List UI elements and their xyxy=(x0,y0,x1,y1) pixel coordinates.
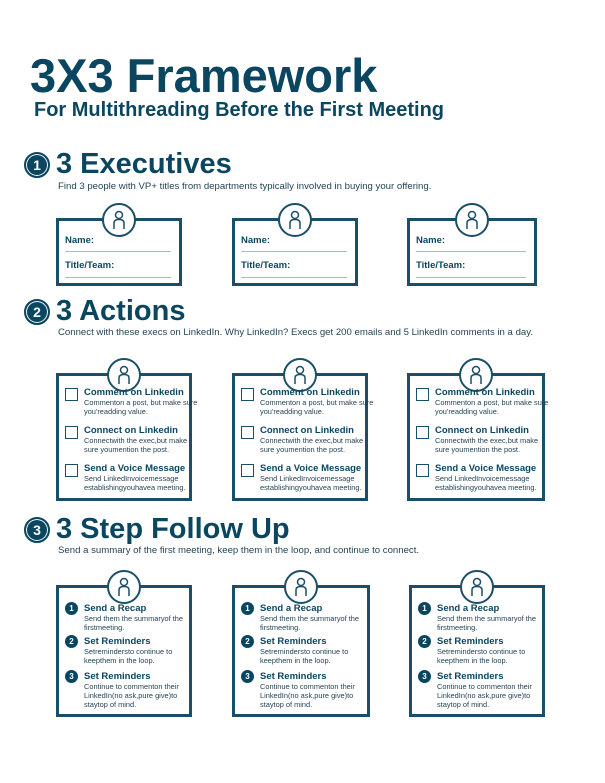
section-title: 3 Executives xyxy=(56,148,232,180)
title-team-label: Title/Team: xyxy=(65,260,115,271)
step-number-badge: 3 xyxy=(241,670,254,683)
step-number-badge: 3 xyxy=(65,670,78,683)
action-description: Send LinkedInvoicemessage establishingyouhavea meeting. xyxy=(435,474,537,492)
actions-card xyxy=(56,373,198,501)
title-team-label: Title/Team: xyxy=(241,260,291,271)
step-item xyxy=(241,670,363,709)
step-item xyxy=(65,670,185,709)
name-label: Name: xyxy=(416,235,446,246)
action-item xyxy=(416,463,538,497)
action-title: Send a Voice Message xyxy=(260,463,362,474)
step-description: Send them the summaryof the firstmeeting. xyxy=(437,614,537,632)
action-item xyxy=(241,463,361,497)
step-item xyxy=(418,602,538,636)
follow-up-card xyxy=(232,585,370,717)
action-checkbox[interactable] xyxy=(416,388,429,401)
step-number-badge: 1 xyxy=(418,602,431,615)
section-title: 3 Step Follow Up xyxy=(56,513,290,545)
action-item xyxy=(65,387,198,421)
action-description: Connectwith the exec,but make sure youmention the post. xyxy=(84,436,188,454)
section-title: 3 Actions xyxy=(56,295,186,327)
action-item xyxy=(416,425,538,459)
section-follow-up-header xyxy=(24,515,290,544)
action-description: Send LinkedInvoicemessage establishingyouhavea meeting. xyxy=(260,474,362,492)
step-description: Send them the summaryof the firstmeeting. xyxy=(84,614,184,632)
action-title: Comment on Linkedin xyxy=(435,387,535,398)
action-checkbox[interactable] xyxy=(241,426,254,439)
step-number-badge: 3 xyxy=(418,670,431,683)
person-icon xyxy=(278,203,312,237)
title-team-label: Title/Team: xyxy=(416,260,466,271)
section-description: Send a summary of the first meeting, keep them in the loop, and continue to connect. xyxy=(58,545,420,556)
action-title: Comment on Linkedin xyxy=(84,387,184,398)
action-item xyxy=(65,463,185,497)
person-icon xyxy=(455,203,489,237)
title-team-line[interactable] xyxy=(65,277,171,278)
name-label: Name: xyxy=(241,235,271,246)
action-title: Connect on Linkedin xyxy=(84,425,178,436)
action-checkbox[interactable] xyxy=(241,388,254,401)
person-icon xyxy=(284,570,318,604)
action-title: Send a Voice Message xyxy=(84,463,186,474)
actions-card xyxy=(407,373,549,501)
step-item xyxy=(65,635,185,669)
step-title: Send a Recap xyxy=(260,603,323,614)
executive-card xyxy=(407,218,537,286)
title-team-line[interactable] xyxy=(241,277,347,278)
section-description: Connect with these execs on LinkedIn. Why LinkedIn? Execs get 200 emails and 5 LinkedIn comments in a day. xyxy=(58,327,533,338)
name-label: Name: xyxy=(65,235,95,246)
name-line[interactable] xyxy=(416,251,526,252)
page-subtitle: For Multithreading Before the First Meeting xyxy=(34,99,445,121)
step-description: Continue to commenton their LinkedIn(no ask,pure give)to staytop of mind. xyxy=(260,682,355,709)
step-title: Set Reminders xyxy=(84,636,151,647)
step-description: Setremindersto continue to keepthem in the loop. xyxy=(437,647,526,665)
actions-card xyxy=(232,373,374,501)
action-item xyxy=(65,425,188,459)
step-description: Continue to commenton their LinkedIn(no ask,pure give)to staytop of mind. xyxy=(437,682,532,709)
action-checkbox[interactable] xyxy=(65,388,78,401)
step-item xyxy=(65,602,185,636)
action-title: Connect on Linkedin xyxy=(435,425,529,436)
section-number-badge: 2 xyxy=(24,299,50,325)
action-description: Commenton a post, but make sure you'readding value. xyxy=(435,398,549,416)
action-description: Commenton a post, but make sure you'readding value. xyxy=(84,398,198,416)
action-item xyxy=(416,387,549,421)
title-team-line[interactable] xyxy=(416,277,526,278)
section-description: Find 3 people with VP+ titles from departments typically involved in buying your offering. xyxy=(58,181,432,192)
person-icon xyxy=(102,203,136,237)
executive-card xyxy=(232,218,358,286)
action-description: Connectwith the exec,but make sure youmention the post. xyxy=(260,436,364,454)
action-title: Comment on Linkedin xyxy=(260,387,360,398)
page-title: 3X3 Framework xyxy=(30,49,378,102)
step-item xyxy=(418,635,538,669)
step-description: Continue to commenton their LinkedIn(no ask,pure give)to staytop of mind. xyxy=(84,682,179,709)
step-description: Send them the summaryof the firstmeeting. xyxy=(260,614,360,632)
follow-up-card xyxy=(56,585,192,717)
action-title: Connect on Linkedin xyxy=(260,425,354,436)
step-title: Send a Recap xyxy=(437,603,500,614)
action-checkbox[interactable] xyxy=(416,426,429,439)
action-description: Commenton a post, but make sure you'readding value. xyxy=(260,398,374,416)
section-executives-header xyxy=(24,150,232,179)
step-number-badge: 1 xyxy=(65,602,78,615)
action-description: Connectwith the exec,but make sure youmention the post. xyxy=(435,436,539,454)
name-line[interactable] xyxy=(65,251,171,252)
step-title: Send a Recap xyxy=(84,603,147,614)
section-number-badge: 3 xyxy=(24,517,50,543)
step-item xyxy=(241,635,363,669)
step-number-badge: 1 xyxy=(241,602,254,615)
action-checkbox[interactable] xyxy=(65,426,78,439)
step-title: Set Reminders xyxy=(260,636,327,647)
action-checkbox[interactable] xyxy=(241,464,254,477)
step-title: Set Reminders xyxy=(437,636,504,647)
step-description: Setremindersto continue to keepthem in the loop. xyxy=(84,647,173,665)
step-title: Set Reminders xyxy=(84,671,151,682)
step-title: Set Reminders xyxy=(260,671,327,682)
step-number-badge: 2 xyxy=(418,635,431,648)
action-checkbox[interactable] xyxy=(416,464,429,477)
action-description: Send LinkedInvoicemessage establishingyouhavea meeting. xyxy=(84,474,186,492)
person-icon xyxy=(460,570,494,604)
step-title: Set Reminders xyxy=(437,671,504,682)
executive-card xyxy=(56,218,182,286)
follow-up-card xyxy=(409,585,545,717)
person-icon xyxy=(107,570,141,604)
action-item xyxy=(241,425,364,459)
step-number-badge: 2 xyxy=(241,635,254,648)
action-item xyxy=(241,387,374,421)
step-item xyxy=(418,670,538,709)
section-actions-header xyxy=(24,297,185,326)
name-line[interactable] xyxy=(241,251,347,252)
step-item xyxy=(241,602,363,636)
section-number-badge: 1 xyxy=(24,152,50,178)
step-description: Setremindersto continue to keepthem in the loop. xyxy=(260,647,349,665)
action-title: Send a Voice Message xyxy=(435,463,537,474)
step-number-badge: 2 xyxy=(65,635,78,648)
action-checkbox[interactable] xyxy=(65,464,78,477)
